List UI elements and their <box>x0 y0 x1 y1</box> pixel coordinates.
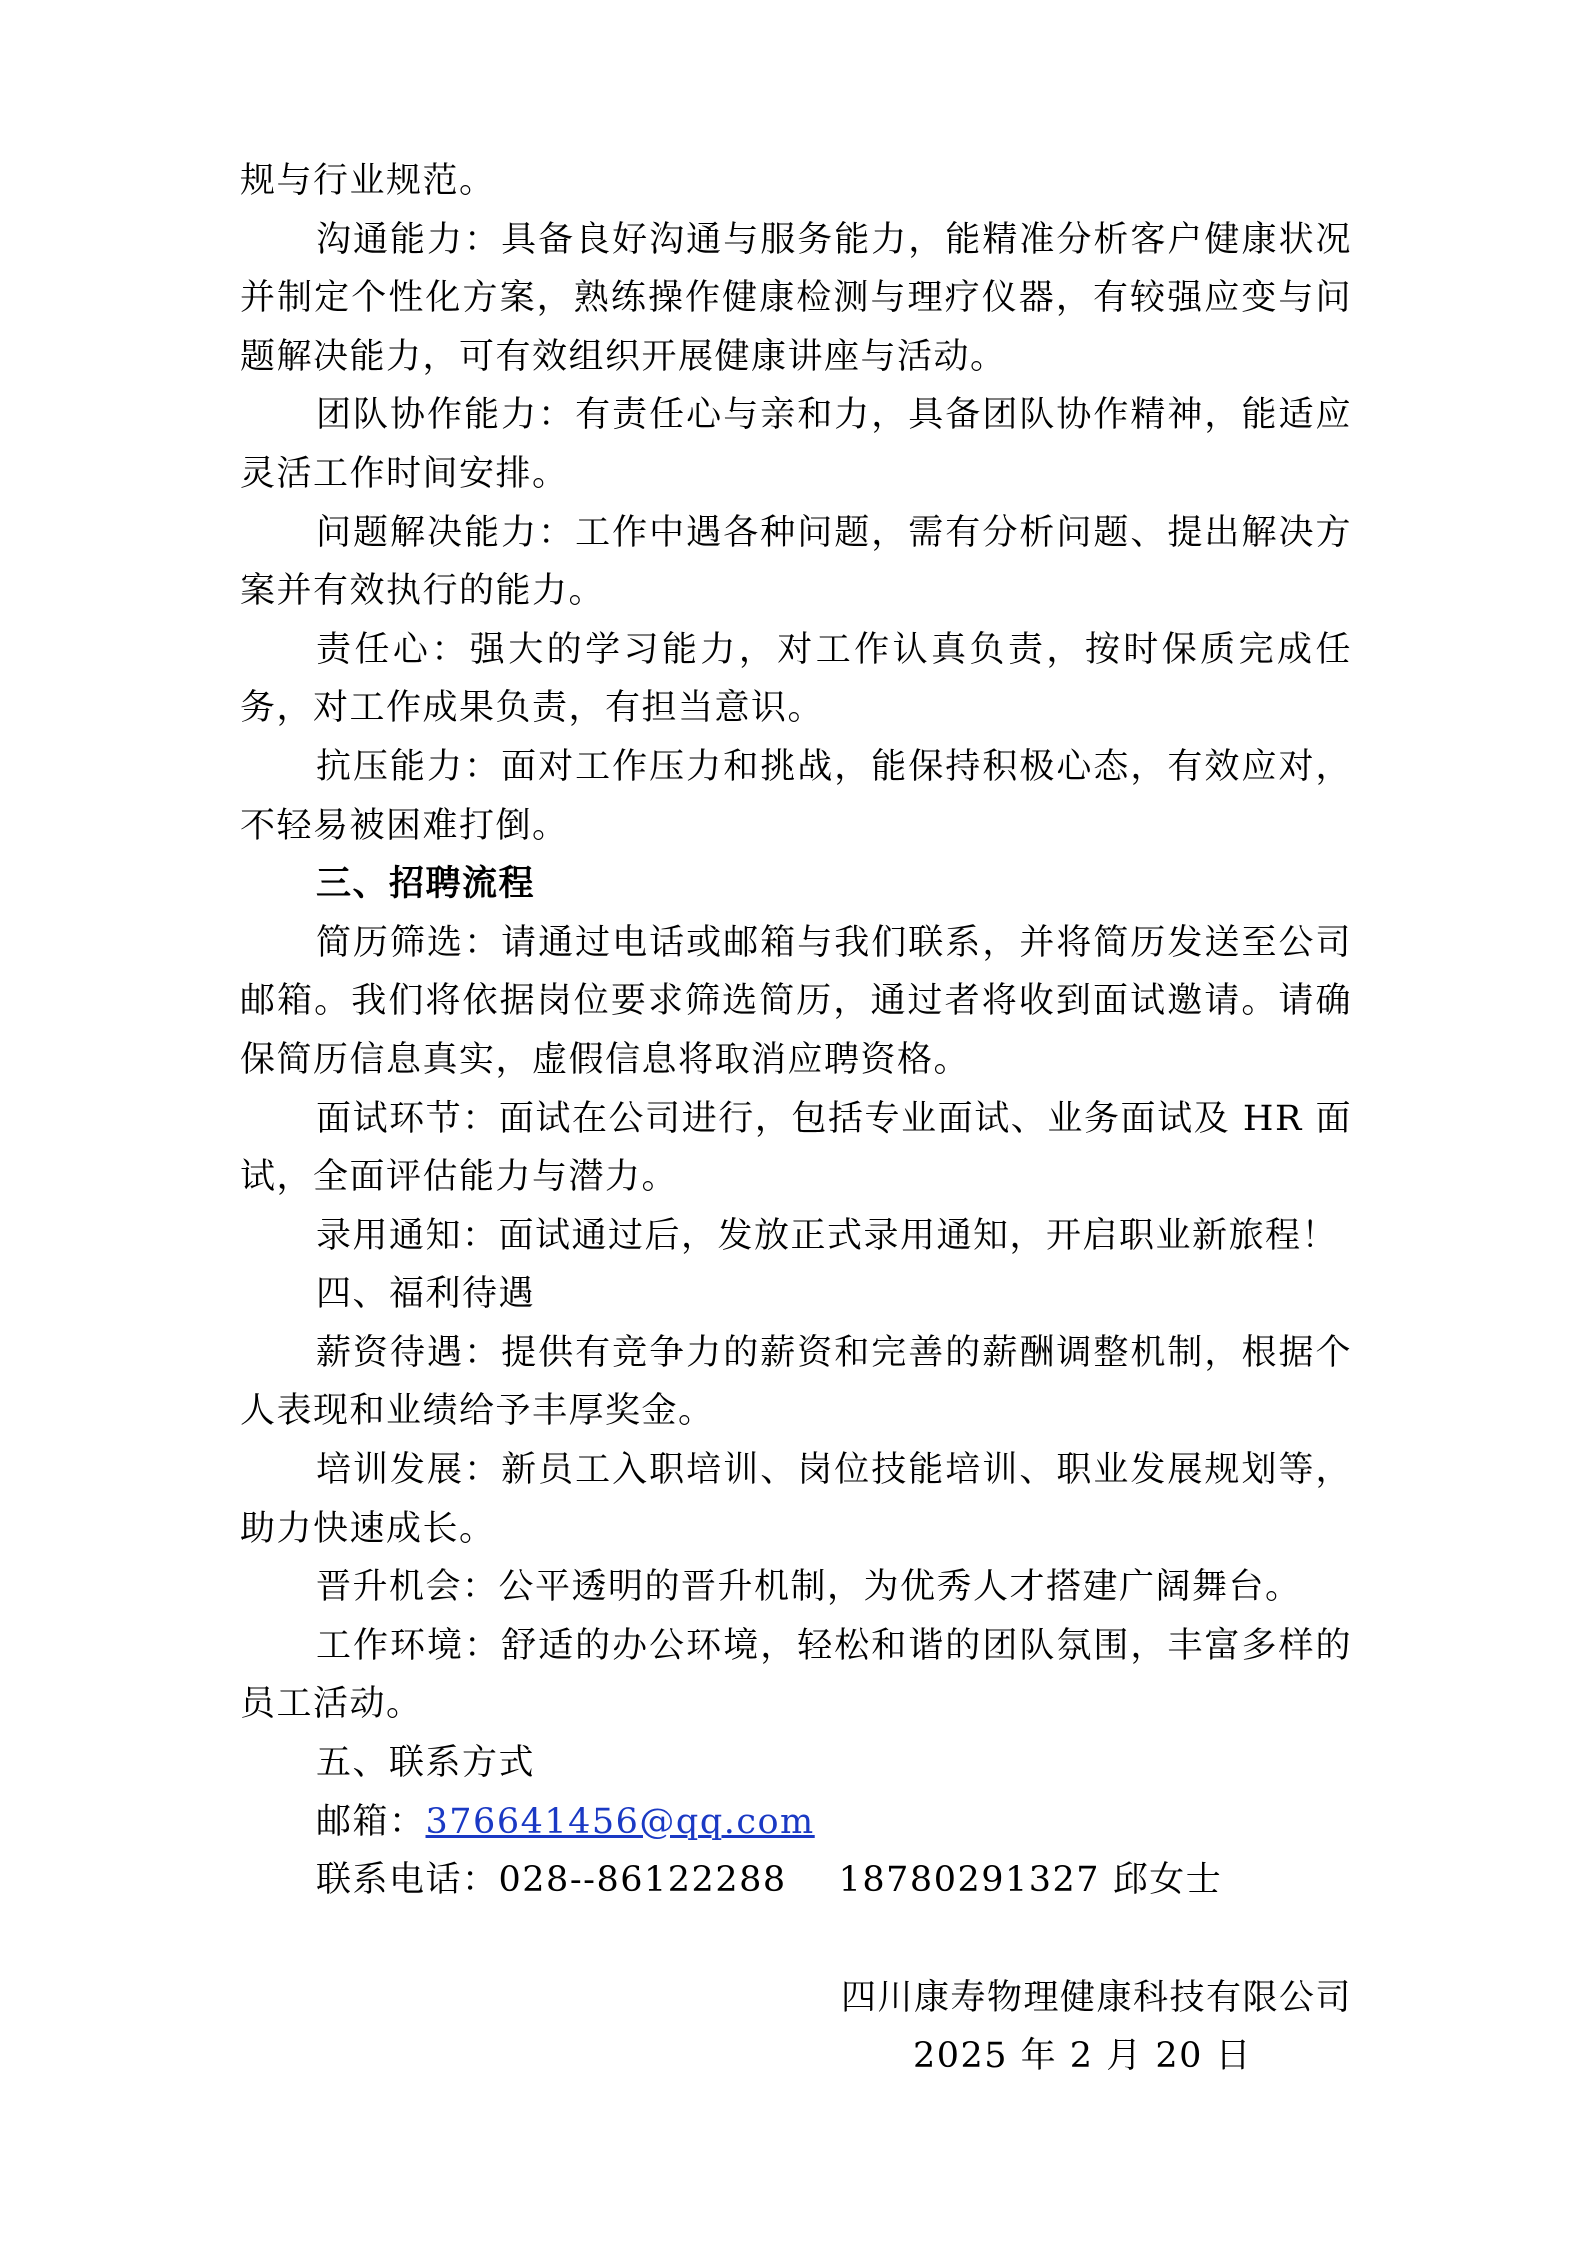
heading-benefits: 四、福利待遇 <box>316 1274 536 1315</box>
signature-date: 2025 年 2 月 20 日 <box>912 2036 1252 2076</box>
paragraph-stress-resistance: 抗压能力：面对工作压力和挑战，能保持积极心态，有效应对，不轻易被困难打倒。 <box>240 746 1352 846</box>
paragraph-teamwork: 团队协作能力：有责任心与亲和力，具备团队协作精神，能适应灵活工作时间安排。 <box>240 395 1352 494</box>
signature-company: 四川康寿物理健康科技有限公司 <box>840 1978 1352 2018</box>
paragraph-interview: 面试环节：面试在公司进行，包括专业面试、业务面试及 HR 面试，全面评估能力与潜力。 <box>240 1098 1352 1198</box>
contact-email-line <box>240 1793 1352 1852</box>
paragraph-responsibility: 责任心：强大的学习能力，对工作认真负责，按时保质完成任务，对工作成果负责，有担当意识。 <box>240 629 1352 729</box>
contact-phone-line <box>240 1851 1352 1910</box>
email-link[interactable]: 376641456@qq.com <box>425 1801 815 1842</box>
phone-label: 联系电话： <box>316 1860 499 1901</box>
phone-landline: 028--86122288 <box>498 1860 787 1901</box>
heading-recruitment-process: 三、招聘流程 <box>316 863 536 905</box>
paragraph-training: 培训发展：新员工入职培训、岗位技能培训、职业发展规划等，助力快速成长。 <box>240 1450 1352 1549</box>
paragraph-offer-notice: 录用通知：面试通过后，发放正式录用通知，开启职业新旅程！ <box>316 1215 1339 1256</box>
paragraph-continuation: 规与行业规范。 <box>240 161 496 201</box>
document-body <box>240 152 1352 2076</box>
paragraph-work-environment: 工作环境：舒适的办公环境，轻松和谐的团队氛围，丰富多样的员工活动。 <box>240 1625 1352 1725</box>
heading-contact: 五、联系方式 <box>316 1743 536 1784</box>
email-label: 邮箱： <box>316 1801 426 1842</box>
paragraph-resume-screening: 简历筛选：请通过电话或邮箱与我们联系，并将简历发送至公司邮箱。我们将依据岗位要求筛选简历，通过者将收到面试邀请。请确保简历信息真实，虚假信息将取消应聘资格。 <box>240 922 1352 1080</box>
paragraph-salary: 薪资待遇：提供有竞争力的薪资和完善的薪酬调整机制，根据个人表现和业绩给予丰厚奖金。 <box>240 1332 1352 1432</box>
paragraph-communication: 沟通能力：具备良好沟通与服务能力，能精准分析客户健康状况并制定个性化方案，熟练操作健康检测与理疗仪器，有较强应变与问题解决能力，可有效组织开展健康讲座与活动。 <box>240 219 1352 377</box>
contact-person: 邱女士 <box>1112 1860 1223 1901</box>
phone-mobile: 18780291327 <box>838 1860 1101 1901</box>
paragraph-problem-solving: 问题解决能力：工作中遇各种问题，需有分析问题、提出解决方案并有效执行的能力。 <box>240 512 1352 612</box>
paragraph-promotion: 晋升机会：公平透明的晋升机制，为优秀人才搭建广阔舞台。 <box>316 1567 1302 1608</box>
